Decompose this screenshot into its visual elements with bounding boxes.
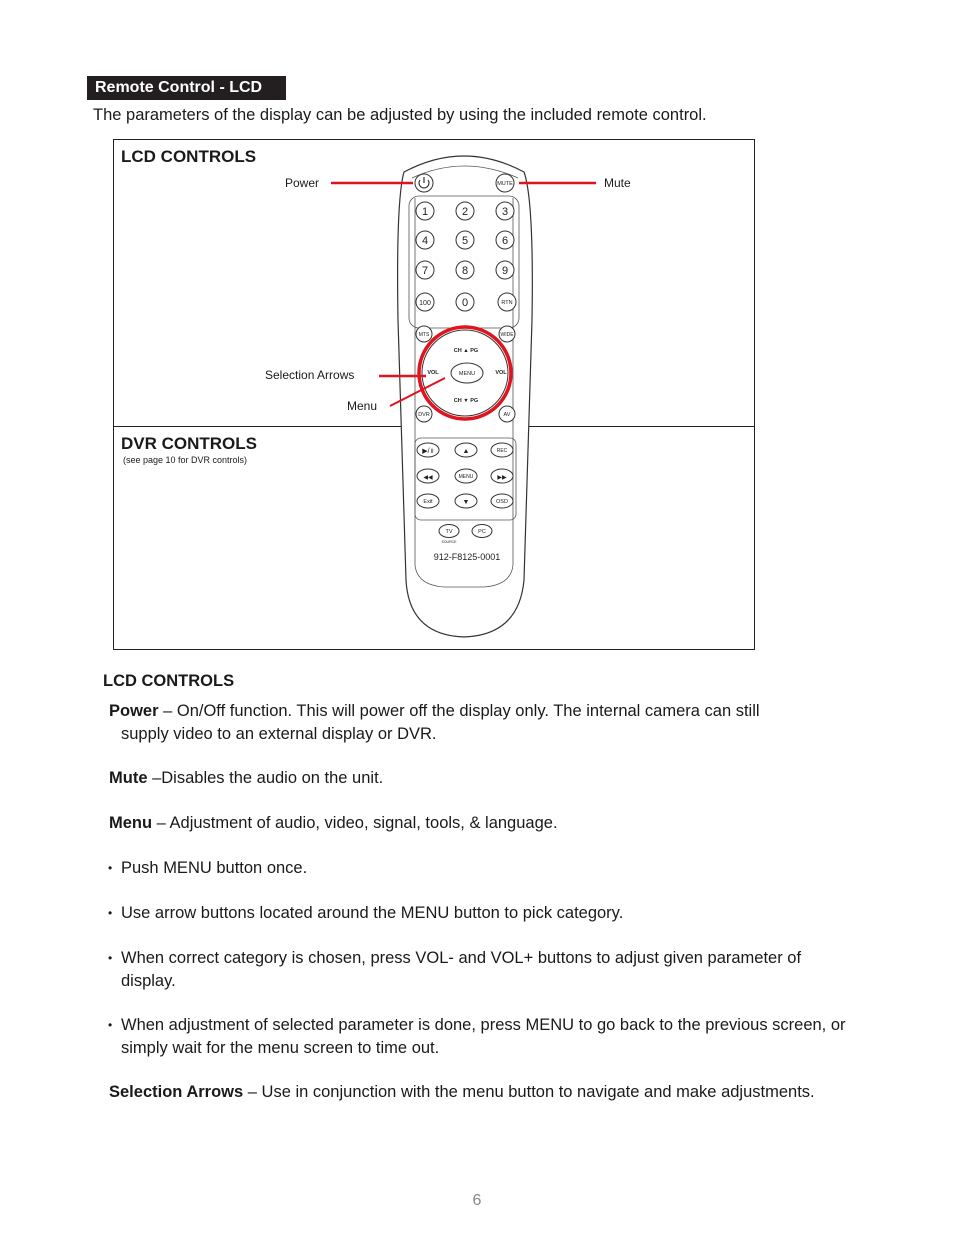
- list-item: [108, 947, 848, 993]
- lcd-controls-title: LCD CONTROLS: [121, 147, 257, 166]
- selection-arrows-description: [109, 1081, 815, 1104]
- list-item-text: Push MENU button once.: [121, 859, 308, 877]
- list-item: [108, 902, 878, 925]
- vol-down-button[interactable]: VOL: [427, 370, 439, 376]
- section-header: Remote Control - LCD: [87, 76, 286, 100]
- av-button[interactable]: AV: [503, 412, 511, 418]
- digit-0-button[interactable]: 0: [461, 297, 469, 309]
- tv-button[interactable]: TV: [445, 529, 453, 535]
- dvr-button[interactable]: DVR: [418, 412, 430, 418]
- digit-2-button[interactable]: 2: [461, 206, 469, 218]
- remote-figure: [113, 139, 755, 650]
- callout-power: Power: [285, 176, 320, 190]
- menu-description: [109, 812, 558, 835]
- list-item-text: Use arrow buttons located around the MENU button to pick category.: [121, 904, 624, 922]
- digit-6-button[interactable]: 6: [501, 235, 509, 247]
- bullet-glyph: •: [108, 951, 113, 965]
- up-arrow-button[interactable]: ▲: [462, 448, 470, 455]
- digit-8-button[interactable]: 8: [461, 265, 469, 277]
- selection-arrows-term: Selection Arrows: [109, 1083, 244, 1101]
- lcd-controls-heading: LCD CONTROLS: [103, 672, 235, 690]
- fast-forward-button[interactable]: ▶▶: [497, 475, 507, 481]
- bullet-glyph: •: [108, 906, 113, 920]
- osd-button[interactable]: OSD: [496, 499, 508, 505]
- digit-1-button[interactable]: 1: [421, 206, 429, 218]
- list-item: [108, 1014, 878, 1060]
- selection-arrows-desc: – Use in conjunction with the menu button to navigate and make adjustments.: [243, 1083, 815, 1101]
- bullet-glyph: •: [108, 861, 113, 875]
- rec-button[interactable]: REC: [496, 448, 508, 454]
- power-desc-line-1: – On/Off function. This will power off the display only. The internal camera can still: [158, 702, 760, 720]
- button-100[interactable]: 100: [419, 300, 431, 307]
- menu-desc: – Adjustment of audio, video, signal, tools, & language.: [152, 814, 558, 832]
- mts-button[interactable]: MTS: [418, 332, 430, 338]
- exit-button[interactable]: Exit: [423, 499, 433, 505]
- down-arrow-button[interactable]: ▼: [462, 499, 470, 506]
- play-pause-button[interactable]: ▶/॥: [422, 448, 434, 455]
- callout-selection-arrows: Selection Arrows: [265, 368, 355, 382]
- callout-mute: Mute: [604, 176, 631, 190]
- power-desc-line-2: supply video to an external display or DVR.: [121, 725, 437, 743]
- ch-up-button[interactable]: CH ▲ PG: [453, 348, 479, 354]
- callout-menu: Menu: [347, 399, 378, 413]
- source-label: SOURCE: [441, 540, 457, 544]
- digit-7-button[interactable]: 7: [421, 265, 429, 277]
- model-number: 912-F8125-0001: [433, 552, 501, 562]
- power-term: Power: [109, 702, 159, 720]
- digit-3-button[interactable]: 3: [501, 206, 509, 218]
- page-number: 6: [472, 1192, 482, 1209]
- digit-4-button[interactable]: 4: [421, 235, 429, 247]
- mute-desc: –Disables the audio on the unit.: [147, 769, 384, 787]
- dvr-menu-button[interactable]: MENU: [458, 474, 474, 480]
- wide-button[interactable]: WIDE: [500, 332, 514, 338]
- dvr-controls-title: DVR CONTROLS: [121, 434, 257, 453]
- digit-5-button[interactable]: 5: [461, 235, 469, 247]
- mute-term: Mute: [109, 769, 148, 787]
- rtn-button[interactable]: RTN: [501, 300, 513, 306]
- mute-button-label: MUTE: [497, 181, 513, 187]
- power-description: [109, 700, 760, 746]
- list-item-text: When adjustment of selected parameter is done, press MENU to go back to the previous screen, or simply wait for the menu screen to time out.: [121, 1016, 846, 1057]
- intro-text: The parameters of the display can be adjusted by using the included remote control.: [93, 106, 707, 124]
- rewind-button[interactable]: ◀◀: [423, 475, 433, 481]
- list-item: [108, 857, 878, 880]
- list-item-text: When correct category is chosen, press VOL- and VOL+ buttons to adjust given parameter of display.: [121, 949, 802, 990]
- ch-down-button[interactable]: CH ▼ PG: [453, 398, 479, 404]
- pc-button[interactable]: PC: [478, 529, 486, 535]
- vol-up-button[interactable]: VOL: [495, 370, 507, 376]
- remote-control-illustration: [114, 140, 754, 649]
- mute-description: [109, 767, 383, 790]
- dvr-controls-note: (see page 10 for DVR controls): [123, 455, 248, 465]
- menu-button[interactable]: MENU: [458, 371, 476, 377]
- menu-term: Menu: [109, 814, 153, 832]
- bullet-glyph: •: [108, 1018, 113, 1032]
- digit-9-button[interactable]: 9: [501, 265, 509, 277]
